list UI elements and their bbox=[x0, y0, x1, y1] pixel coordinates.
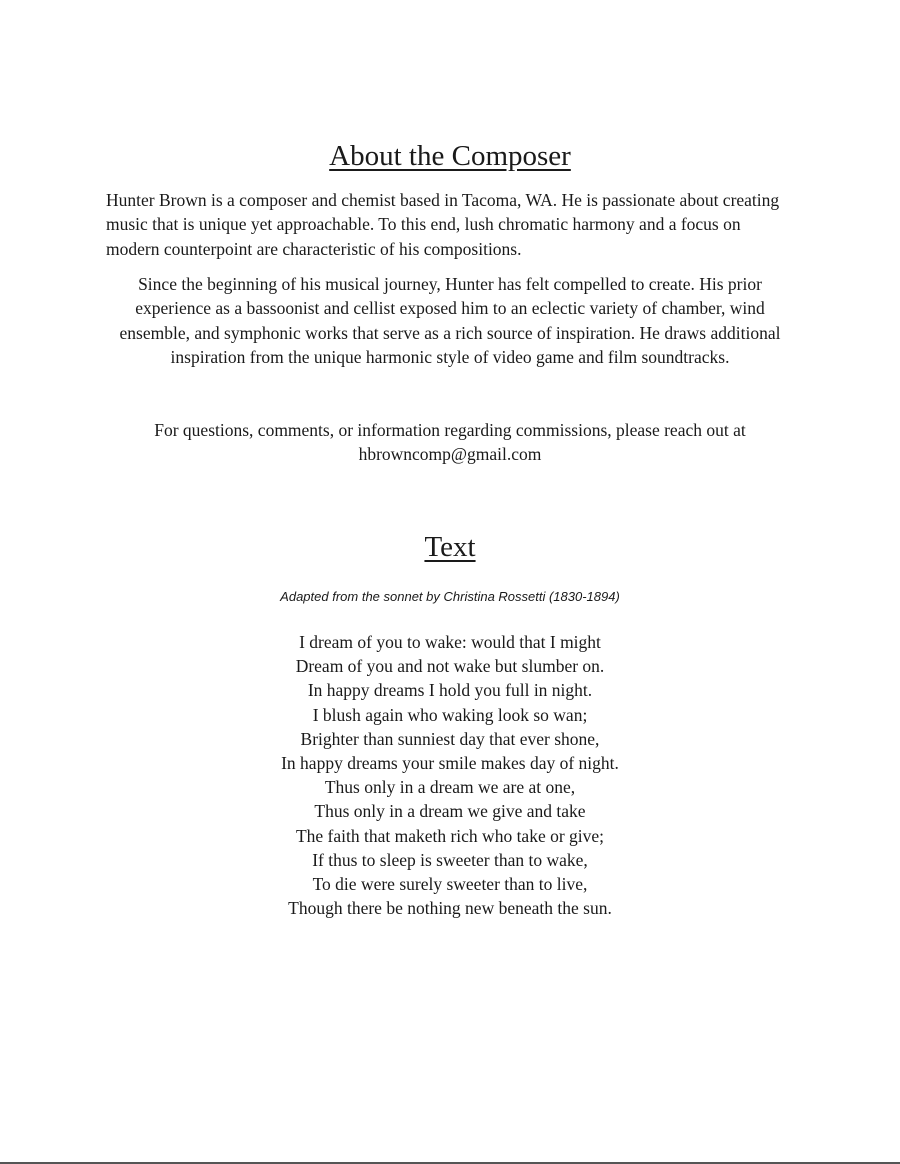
poem-line: Brighter than sunniest day that ever shone, bbox=[300, 728, 600, 749]
poem-attribution: Adapted from the sonnet by Christina Rossetti (1830-1894) bbox=[280, 589, 620, 604]
poem-line: If thus to sleep is sweeter than to wake, bbox=[312, 849, 588, 870]
poem-line: In happy dreams your smile makes day of night. bbox=[281, 753, 619, 774]
poem-line: Though there be nothing new beneath the sun. bbox=[288, 898, 612, 919]
contact-paragraph: For questions, comments, or information regarding commissions, please reach out at hbrowncomp@gmail.com bbox=[154, 420, 746, 465]
bio-paragraph: Hunter Brown is a composer and chemist based in Tacoma, WA. He is passionate about creating music that is unique yet approachable. To this end, lush chromatic harmony and a focus on modern counterpoint are characteristic of his compositions. bbox=[106, 190, 780, 259]
poem-line: The faith that maketh rich who take or give; bbox=[295, 825, 605, 846]
text-heading: Text bbox=[424, 531, 476, 563]
poem bbox=[0, 630, 900, 920]
poem-line: Dream of you and not wake but slumber on. bbox=[295, 656, 605, 677]
poem-line: To die were surely sweeter than to live, bbox=[312, 874, 588, 895]
poem-line: Thus only in a dream we give and take bbox=[314, 801, 586, 822]
poem-line: In happy dreams I hold you full in night. bbox=[307, 680, 593, 701]
about-composer-heading: About the Composer bbox=[329, 140, 571, 172]
poem-line: I blush again who waking look so wan; bbox=[312, 704, 588, 725]
poem-line: Thus only in a dream we are at one, bbox=[324, 777, 576, 798]
poem-line: I dream of you to wake: would that I might bbox=[299, 632, 601, 652]
bio-paragraph: Since the beginning of his musical journey, Hunter has felt compelled to create. His prior experience as a bassoonist and cellist exposed him to an eclectic variety of chamber, wind ensemble, and symphonic works that serve as a rich source of inspiration. He draws additional inspiration from the unique harmonic style of video game and film soundtracks. bbox=[119, 274, 781, 367]
